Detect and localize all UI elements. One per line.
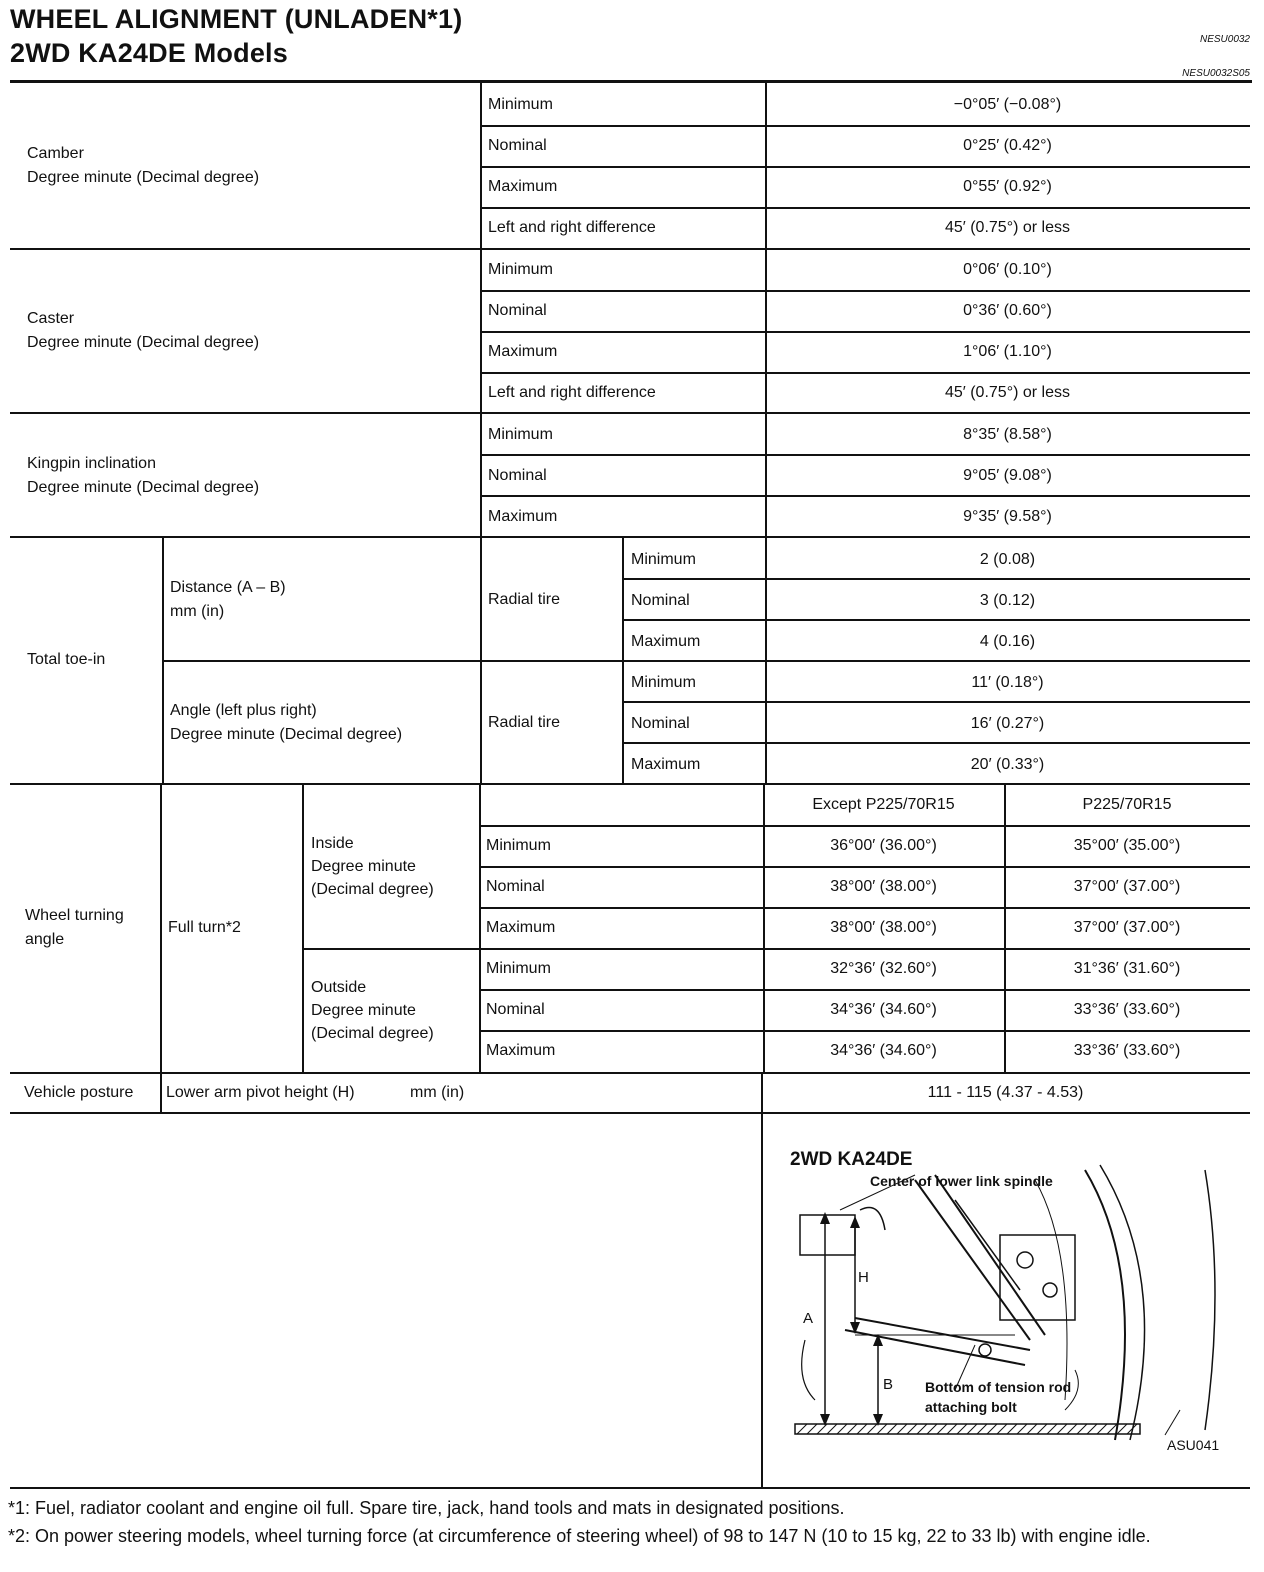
camber-diff-value: 45′ (0.75°) or less	[944, 219, 1070, 236]
caster-label: Caster	[27, 310, 75, 327]
camber-nom-value: 0°25′ (0.42°)	[963, 137, 1052, 154]
full-turn-label: Full turn*2	[168, 919, 241, 936]
outside-nom-b: 33°36′ (33.60°)	[1073, 1001, 1181, 1018]
kingpin-label: Kingpin inclination	[27, 455, 156, 472]
doc-code: NESU0032	[1199, 34, 1250, 45]
camber-min-value: −0°05′ (−0.08°)	[953, 96, 1062, 113]
footnote-2: *2: On power steering models, wheel turning force (at circumference of steering wheel) of 98 to 147 N (10 to 15 kg, 22 to 33 lb) with engine idle.	[8, 1526, 1151, 1546]
posture-value: 111 - 115 (4.37 - 4.53)	[927, 1084, 1084, 1101]
toe-distance-tire: Radial tire	[488, 591, 561, 608]
section-code: NESU0032S05	[1182, 68, 1250, 79]
diagram-bottom-label: Bottom of tension rod	[925, 1379, 1072, 1395]
inside-nom-b: 37°00′ (37.00°)	[1073, 878, 1181, 895]
col-header-p225: P225/70R15	[1082, 796, 1172, 813]
header-rule	[10, 80, 1252, 83]
camber-label: Camber	[27, 145, 84, 162]
outside-max-b: 33°36′ (33.60°)	[1073, 1042, 1181, 1059]
outside-nom-a: 34°36′ (34.60°)	[830, 1001, 937, 1018]
toe-distance-unit: mm (in)	[170, 603, 225, 620]
caster-nom-value: 0°36′ (0.60°)	[963, 302, 1052, 319]
toe-angle-label: Angle (left plus right)	[170, 702, 317, 719]
toe-angle-nom-value: 16′ (0.27°)	[970, 715, 1045, 732]
toe-distance-max-value: 4 (0.16)	[979, 633, 1036, 650]
toe-distance-min-label: Minimum	[631, 551, 696, 568]
inside-label: Inside	[311, 835, 354, 852]
kingpin-max-label: Maximum	[488, 508, 558, 525]
diagram-letter-h: H	[858, 1269, 869, 1286]
toe-angle-min-label: Minimum	[631, 674, 696, 691]
inside-unit-2: (Decimal degree)	[311, 881, 434, 898]
toe-angle-nom-label: Nominal	[631, 715, 690, 732]
inside-nom-label: Nominal	[486, 878, 545, 895]
toe-label: Total toe-in	[27, 651, 106, 668]
caster-diff-value: 45′ (0.75°) or less	[944, 384, 1070, 401]
outside-unit: Degree minute	[311, 1002, 416, 1019]
page-subtitle: 2WD KA24DE Models	[10, 38, 288, 68]
outside-nom-label: Nominal	[486, 1001, 545, 1018]
toe-distance-min-value: 2 (0.08)	[979, 551, 1036, 568]
caster-max-label: Maximum	[488, 343, 558, 360]
inside-unit: Degree minute	[311, 858, 416, 875]
toe-distance-nom-label: Nominal	[631, 592, 690, 609]
caster-nom-label: Nominal	[488, 302, 547, 319]
toe-angle-tire: Radial tire	[488, 714, 561, 731]
page-title: WHEEL ALIGNMENT (UNLADEN*1)	[10, 4, 463, 34]
diagram-code: ASU041	[1167, 1437, 1220, 1453]
camber-nom-label: Nominal	[488, 137, 547, 154]
inside-min-a: 36°00′ (36.00°)	[830, 837, 937, 854]
kingpin-min-value: 8°35′ (8.58°)	[963, 426, 1052, 443]
kingpin-min-label: Minimum	[488, 426, 553, 443]
alignment-diagram	[785, 1140, 1235, 1460]
outside-min-a: 32°36′ (32.60°)	[830, 960, 937, 977]
posture-unit: mm (in)	[410, 1084, 465, 1101]
inside-max-a: 38°00′ (38.00°)	[830, 919, 937, 936]
toe-distance-nom-value: 3 (0.12)	[979, 592, 1036, 609]
camber-min-label: Minimum	[488, 96, 553, 113]
toe-angle-max-value: 20′ (0.33°)	[970, 756, 1045, 773]
col-header-except: Except P225/70R15	[812, 796, 955, 813]
outside-label: Outside	[311, 979, 367, 996]
kingpin-unit: Degree minute (Decimal degree)	[27, 479, 260, 496]
kingpin-max-value: 9°35′ (9.58°)	[963, 508, 1052, 525]
inside-nom-a: 38°00′ (38.00°)	[830, 878, 937, 895]
camber-max-value: 0°55′ (0.92°)	[963, 178, 1052, 195]
inside-max-label: Maximum	[486, 919, 556, 936]
toe-angle-max-label: Maximum	[631, 756, 701, 773]
diagram-letter-a: A	[803, 1310, 814, 1327]
diagram-center-label: Center of lower link spindle	[870, 1173, 1053, 1189]
caster-min-label: Minimum	[488, 261, 553, 278]
kingpin-nom-value: 9°05′ (9.08°)	[963, 467, 1052, 484]
toe-angle-min-value: 11′ (0.18°)	[971, 674, 1044, 691]
outside-min-label: Minimum	[486, 960, 551, 977]
posture-item: Lower arm pivot height (H)	[166, 1084, 355, 1101]
caster-diff-label: Left and right difference	[488, 384, 656, 401]
camber-unit: Degree minute (Decimal degree)	[27, 169, 260, 186]
inside-max-b: 37°00′ (37.00°)	[1073, 919, 1181, 936]
outside-max-a: 34°36′ (34.60°)	[830, 1042, 937, 1059]
diagram-bottom-label-2: attaching bolt	[925, 1399, 1017, 1415]
inside-min-b: 35°00′ (35.00°)	[1073, 837, 1181, 854]
toe-distance-label: Distance (A – B)	[170, 579, 286, 596]
camber-diff-label: Left and right difference	[488, 219, 656, 236]
diagram-letter-b: B	[883, 1376, 894, 1393]
caster-min-value: 0°06′ (0.10°)	[963, 261, 1052, 278]
diagram-title: 2WD KA24DE	[790, 1149, 913, 1170]
outside-unit-2: (Decimal degree)	[311, 1025, 434, 1042]
outside-min-b: 31°36′ (31.60°)	[1073, 960, 1181, 977]
turning-label-2: angle	[25, 931, 65, 948]
caster-unit: Degree minute (Decimal degree)	[27, 334, 260, 351]
toe-angle-unit: Degree minute (Decimal degree)	[170, 726, 403, 743]
inside-min-label: Minimum	[486, 837, 551, 854]
toe-distance-max-label: Maximum	[631, 633, 701, 650]
footnote-1: *1: Fuel, radiator coolant and engine oil full. Spare tire, jack, hand tools and mats in designated positions.	[8, 1498, 845, 1518]
posture-label: Vehicle posture	[24, 1084, 134, 1101]
camber-max-label: Maximum	[488, 178, 558, 195]
outside-max-label: Maximum	[486, 1042, 556, 1059]
kingpin-nom-label: Nominal	[488, 467, 547, 484]
turning-label: Wheel turning	[25, 907, 124, 924]
caster-max-value: 1°06′ (1.10°)	[963, 343, 1052, 360]
